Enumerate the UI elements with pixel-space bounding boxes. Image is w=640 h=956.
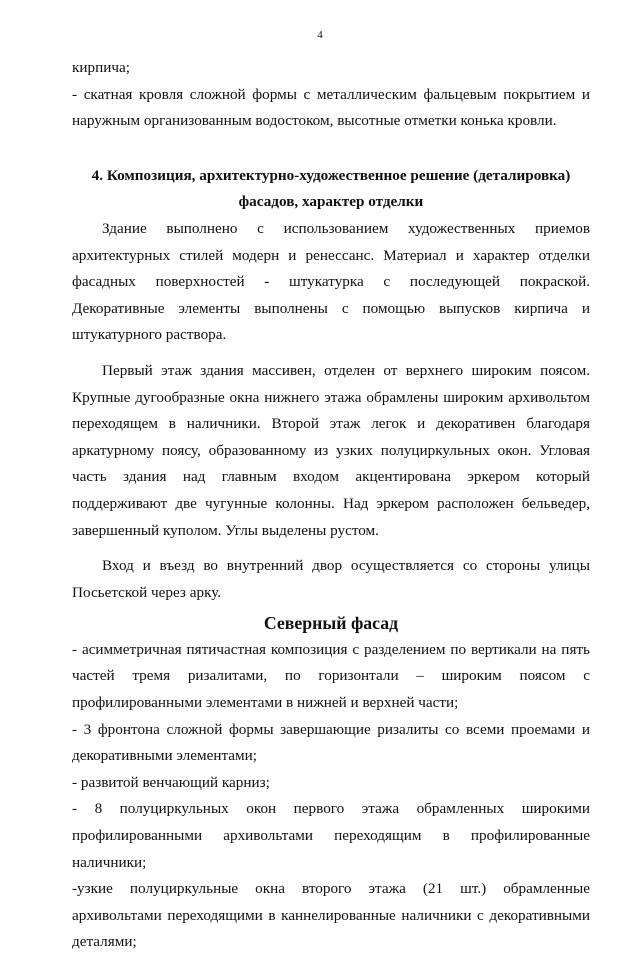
list-item: - асимметричная пятичастная композиция с разделением по вертикали на пять частей тремя ризалитами, по горизонтали – широким поясом с профилированными элементами в нижней и верхней части; [72,640,590,712]
list-item: - 8 полуциркульных окон первого этажа обрамленных широкими профилированными архивольтами переходящим в профилированные наличники; [72,800,590,871]
paragraph-3: Вход и въезд во внутренний двор осуществляется со стороны улицы Посьетской через арку. [72,557,590,601]
list-item: -узкие полуциркульные окна второго этажа (21 шт.) обрамленные архивольтами переходящими в каннелированные наличники с декоративными деталями; [72,880,590,951]
page-number: 4 [317,29,323,41]
list-item: - развитой венчающий карниз; [72,773,270,791]
section-heading: 4. Композиция, архитектурно-художественное решение (деталировка) фасадов, характер отделки [91,166,571,211]
paragraph-1: Здание выполнено с использованием художественных приемов архитектурных стилей модерн и ренессанс. Материал и характер отделки фасадных поверхностей - штукатурка с последующей покраской. Декоративные элементы выполнены с помощью выпусков кирпича и штукатурного раствора. [72,219,590,344]
facade-subheading: Северный фасад [263,613,399,634]
intro-line-2: - скатная кровля сложной формы с металлическим фальцевым покрытием и наружным организованным водостоком, высотные отметки конька кровли. [72,85,590,130]
paragraph-2: Первый этаж здания массивен, отделен от верхнего широким поясом. Крупные дугообразные окна нижнего этажа обрамлены широким архивольтом переходящем в наличники. Второй этаж легок и декоративен благодаря аркатурному поясу, образованному из узких полуциркульных окон. Угловая часть здания над главным входом акцентирована эркером который поддерживают две чугунные колонны. Над эркером расположен бельведер, завершенный куполом. Углы выделены рустом. [72,361,590,539]
list-item: - 3 фронтона сложной формы завершающие ризалиты со всеми проемами и декоративными элементами; [72,720,590,765]
page-content [72,55,590,956]
intro-line-1: кирпича; [72,59,130,76]
